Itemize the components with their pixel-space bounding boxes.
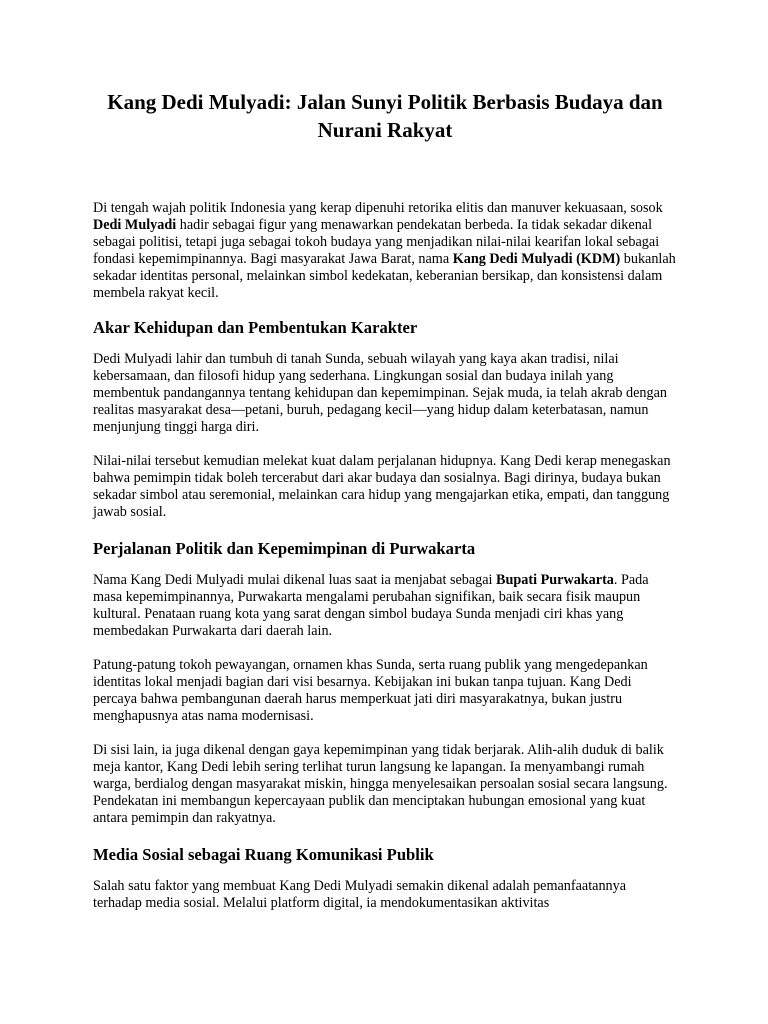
purwakarta-text-2: . Pada masa kepemimpinannya, Purwakarta mengalami perubahan signifikan, baik secara fisik maupun kultural. Penataan ruang kota yang sarat dengan simbol budaya Sunda menjadi ciri khas yang membedakan Purwakarta dari daerah lain. <box>93 572 649 639</box>
intro-bold-kdm: Kang Dedi Mulyadi (KDM) <box>452 251 621 267</box>
intro-text-2: hadir sebagai figur yang menawarkan pendekatan berbeda. Ia tidak sekadar dikenal sebagai politisi, tetapi juga sebagai tokoh budaya yang menjadikan nilai-nilai kearifan lokal sebagai fondasi kepemimpinannya. Bagi masyarakat Jawa Barat, nama <box>93 217 660 267</box>
akar-paragraph-2: Nilai-nilai tersebut kemudian melekat kuat dalam perjalanan hidupnya. Kang Dedi kerap menegaskan bahwa pemimpin tidak boleh tercerabut dari akar budaya dan sosialnya. Bagi dirinya, budaya bukan sekadar simbol atau seremonial, melainkan cara hidup yang mengajarkan etika, empati, dan tanggung jawab sosial. <box>93 453 671 520</box>
document-title: Kang Dedi Mulyadi: Jalan Sunyi Politik Berbasis Budaya dan Nurani Rakyat <box>107 90 663 142</box>
section-heading-media: Media Sosial sebagai Ruang Komunikasi Publik <box>93 845 434 864</box>
intro-paragraph <box>93 200 677 302</box>
document-page <box>93 88 677 912</box>
intro-bold-name: Dedi Mulyadi <box>93 217 177 233</box>
purwakarta-paragraph-2: Patung-patung tokoh pewayangan, ornamen khas Sunda, serta ruang publik yang mengedepankan identitas lokal menjadi bagian dari visi besarnya. Kebijakan ini bukan tanpa tujuan. Kang Dedi percaya bahwa pembangunan daerah harus memperkuat jati diri masyarakatnya, bukan justru menghapusnya atas nama modernisasi. <box>93 657 648 724</box>
purwakarta-paragraph-1 <box>93 572 677 640</box>
purwakarta-paragraph-3: Di sisi lain, ia juga dikenal dengan gaya kepemimpinan yang tidak berjarak. Alih-alih duduk di balik meja kantor, Kang Dedi lebih sering terlihat turun langsung ke lapangan. Ia menyambangi rumah warga, berdialog dengan masyarakat miskin, hingga menyelesaikan persoalan sosial secara langsung. Pendekatan ini membangun kepercayaan publik dan menciptakan hubungan emosional yang kuat antara pemimpin dan rakyatnya. <box>93 742 668 826</box>
section-heading-purwakarta: Perjalanan Politik dan Kepemimpinan di Purwakarta <box>93 539 476 558</box>
intro-text-3: bukanlah sekadar identitas personal, melainkan simbol kedekatan, keberanian bersikap, dan konsistensi dalam membela rakyat kecil. <box>93 251 676 301</box>
purwakarta-bold-bupati: Bupati Purwakarta <box>496 572 614 588</box>
section-heading-akar: Akar Kehidupan dan Pembentukan Karakter <box>93 318 418 337</box>
media-paragraph-1: Salah satu faktor yang membuat Kang Dedi Mulyadi semakin dikenal adalah pemanfaatannya terhadap media sosial. Melalui platform digital, ia mendokumentasikan aktivitas <box>93 878 627 911</box>
intro-text-1: Di tengah wajah politik Indonesia yang kerap dipenuhi retorika elitis dan manuver kekuasaan, sosok <box>93 200 663 216</box>
purwakarta-text-1: Nama Kang Dedi Mulyadi mulai dikenal luas saat ia menjabat sebagai <box>93 572 497 588</box>
akar-paragraph-1: Dedi Mulyadi lahir dan tumbuh di tanah Sunda, sebuah wilayah yang kaya akan tradisi, nilai kebersamaan, dan filosofi hidup yang sederhana. Lingkungan sosial dan budaya inilah yang membentuk pandangannya tentang kehidupan dan kepemimpinan. Sejak muda, ia telah akrab dengan realitas masyarakat desa—petani, buruh, pedagang kecil—yang hidup dalam keterbatasan, namun menjunjung tinggi harga diri. <box>93 351 668 435</box>
